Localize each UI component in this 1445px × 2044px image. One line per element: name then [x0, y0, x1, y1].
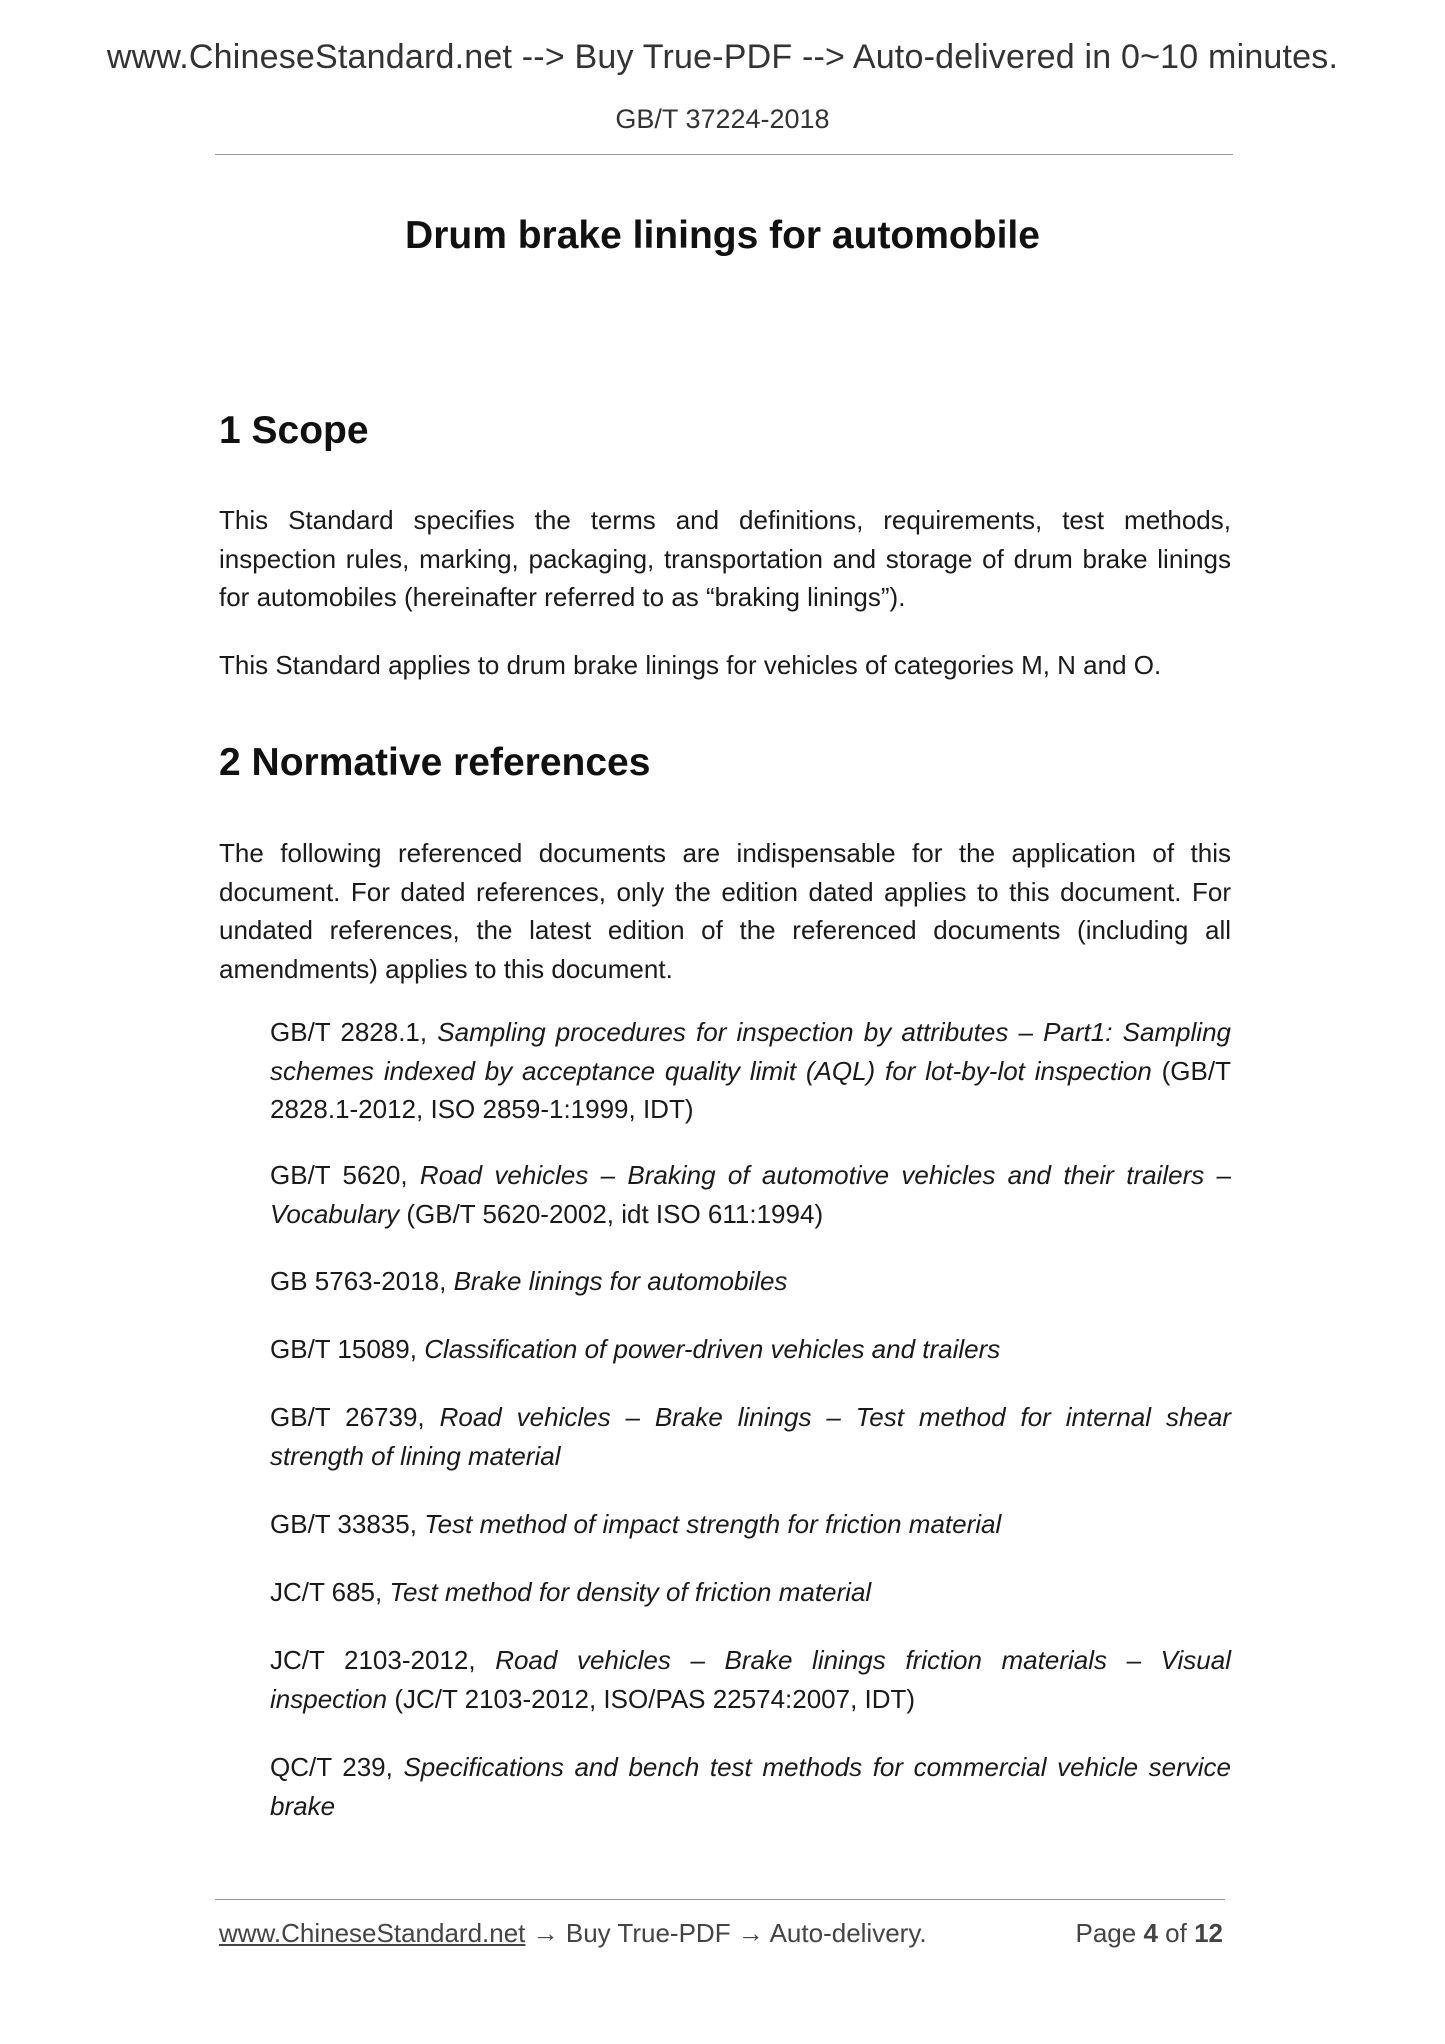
reference-item	[270, 1398, 1231, 1475]
reference-title: Brake linings for automobiles	[453, 1266, 788, 1296]
section-heading-scope: 1 Scope	[219, 409, 369, 452]
reference-code: GB/T 26739,	[270, 1402, 425, 1432]
reference-code: GB/T 5620,	[270, 1160, 408, 1190]
reference-item	[270, 1330, 1231, 1369]
footer-link-line	[219, 1918, 927, 1949]
reference-code: GB/T 33835,	[270, 1509, 417, 1539]
page-current: 4	[1143, 1918, 1158, 1948]
reference-code: GB/T 15089,	[270, 1334, 417, 1364]
scope-paragraph-2: This Standard applies to drum brake linings for vehicles of categories M, N and O.	[219, 650, 1162, 680]
reference-title: Test method for density of friction material	[389, 1577, 872, 1607]
reference-item	[270, 1573, 1231, 1612]
reference-item	[270, 1641, 1231, 1718]
reference-code: GB/T 2828.1,	[270, 1017, 428, 1047]
document-title: Drum brake linings for automobile	[405, 214, 1040, 257]
reference-note: (GB/T 5620-2002, idt ISO 611:1994)	[406, 1198, 824, 1229]
section-heading-normative-references: 2 Normative references	[219, 741, 651, 784]
reference-title: Test method of impact strength for friction material	[424, 1509, 1002, 1539]
footer-divider	[215, 1899, 1225, 1900]
header-divider	[215, 154, 1233, 155]
reference-code: QC/T 239,	[270, 1752, 393, 1782]
page-of-label: of	[1165, 1918, 1187, 1948]
reference-title: Sampling procedures for inspection by attributes – Part1: Sampling schemes indexed by acceptance quality limit (AQL) for lot-by-lot inspection	[270, 1017, 1231, 1086]
reference-item	[270, 1748, 1231, 1825]
reference-item	[270, 1013, 1231, 1129]
reference-item	[270, 1505, 1231, 1544]
reference-code: GB 5763-2018,	[270, 1266, 447, 1296]
reference-code: JC/T 2103-2012,	[270, 1645, 476, 1675]
reference-title: Road vehicles – Braking of automotive vehicles and their trailers – Vocabulary	[270, 1160, 1232, 1229]
reference-title: Specifications and bench test methods for commercial vehicle service brake	[270, 1752, 1232, 1821]
page-label: Page	[1075, 1918, 1137, 1948]
standard-code: GB/T 37224-2018	[615, 104, 830, 134]
footer-site-link[interactable]: www.ChineseStandard.net	[219, 1918, 526, 1948]
page-total: 12	[1194, 1918, 1223, 1948]
reference-note: (GB/T 2828.1-2012, ISO 2859-1:1999, IDT)	[270, 1055, 1231, 1124]
reference-item	[270, 1156, 1231, 1233]
reference-title: Road vehicles – Brake linings – Test method for internal shear strength of lining material	[270, 1402, 1231, 1471]
normative-references-paragraph: The following referenced documents are indispensable for the application of this document. For dated references, only the edition dated applies to this document. For undated references, the latest edition of the referenced documents (including all amendments) applies to this document.	[219, 838, 1231, 984]
reference-code: JC/T 685,	[270, 1577, 383, 1607]
page-indicator	[1075, 1918, 1223, 1949]
reference-title: Road vehicles – Brake linings friction materials – Visual inspection	[270, 1645, 1231, 1714]
reference-item	[270, 1262, 1231, 1301]
footer-link-tail: → Buy True-PDF → Auto-delivery.	[532, 1918, 927, 1948]
scope-paragraph-1: This Standard specifies the terms and definitions, requirements, test methods, inspection rules, marking, packaging, transportation and storage of drum brake linings for automobiles (hereinafter referred to as “braking linings”).	[219, 505, 1231, 612]
reference-title: Classification of power-driven vehicles and trailers	[424, 1334, 1001, 1364]
site-banner: www.ChineseStandard.net --> Buy True-PDF --> Auto-delivered in 0~10 minutes.	[106, 38, 1339, 76]
reference-note: (JC/T 2103-2012, ISO/PAS 22574:2007, IDT)	[394, 1683, 916, 1714]
